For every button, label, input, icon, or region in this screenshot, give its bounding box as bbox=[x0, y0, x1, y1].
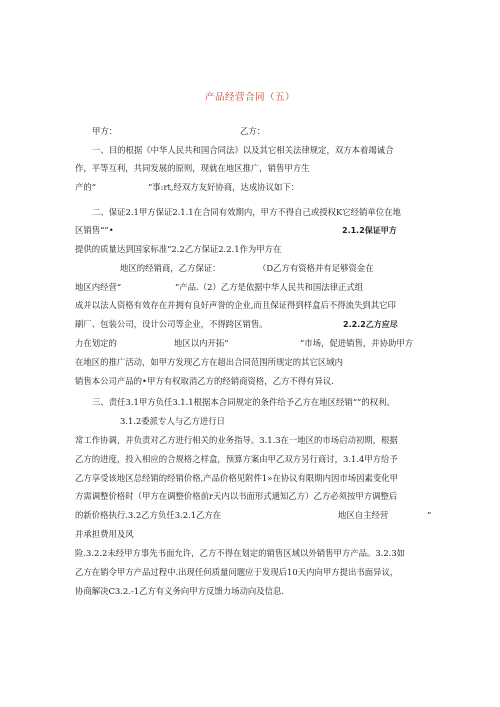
text-line: 常工作协调，并负责对乙方进行相关的业务指导。3.1.3在一地区的市场启动初期，根据 bbox=[75, 435, 398, 445]
text-line: 并承担费用及风 bbox=[75, 529, 134, 539]
text-line: 销售本公司产品的•甲方有权取消乙方的经销商资格，乙方不得有异议. bbox=[75, 376, 334, 386]
document-title: 产品经营合同（五） bbox=[204, 92, 295, 103]
text-line: 地区的经销商，乙方保证： bbox=[120, 263, 221, 273]
text-line: 提供的质量达到国家标准“2.2乙方保证2.2.1作为甲方在 bbox=[75, 244, 282, 254]
text-line: 在地区的推广活动，如甲方发现乙方在超出合同范围所规定的其它区域内 bbox=[75, 357, 343, 367]
text-line: 力在划定的 bbox=[75, 338, 117, 348]
text-line: 协商解决C3.2.-1乙方有义务向甲方反馈力场动向及信息. bbox=[75, 586, 285, 596]
text-line: 作，平等互利，共同发展的原则，现就在地区推广，销售甲方生 bbox=[75, 163, 310, 173]
text-line: 二、保证2.1甲方保证2.1.1在合同有效期内，甲方不得自己或授权K它经销单位在地 bbox=[92, 207, 401, 217]
text-line: 产的“ bbox=[75, 182, 97, 192]
text-line: 乙方享受该地区总经销的经销价格,产品价格见附件1»在协议有限期内因市场因素变化甲 bbox=[75, 473, 398, 483]
text-line: 2.2.2乙方应尽 bbox=[343, 320, 398, 329]
party-a-label: 甲方： bbox=[92, 126, 118, 136]
text-line: 险.3.2.2未经甲方事先书面允许，乙方不得在划定的销售区域以外销售甲方产品。3.2.3如 bbox=[75, 548, 406, 558]
text-line: 区销售“”• bbox=[75, 225, 114, 235]
text-line: 成并以法人资格有效存在并拥有良好声誉的企业,而且保证得到样盒后不得流失到其它印 bbox=[75, 300, 396, 310]
text-line: 三、责任3.1甲方负任3.1.1根据本合同规定的条件给予乙方在地区经销“”的权利。 bbox=[92, 397, 395, 407]
text-line: 地区以内开拓“ bbox=[174, 338, 229, 348]
text-line: 3.1.2委派专人与乙方进行日 bbox=[120, 416, 226, 426]
text-line: 2.1.2保证甲方 bbox=[342, 226, 397, 235]
text-line: ” bbox=[427, 510, 432, 520]
text-line: 一、目的根据《中华人民共和国合同法》以及其它相关法律规定，双方本着竭诚合 bbox=[92, 145, 394, 155]
text-line: 乙方的进度，投入相应的合规格之样盒，预算方案由甲乙双方另行商讨，3.1.4甲方给予 bbox=[75, 454, 398, 464]
text-line: 地区自主经营 bbox=[338, 510, 389, 520]
text-line: （D乙方有资格并有足够资金在 bbox=[258, 263, 374, 273]
text-line: 刷厂、包装公司，设计公司等企业，不得跨区销售。 bbox=[75, 319, 268, 329]
party-b-label: 乙方： bbox=[240, 126, 266, 136]
text-line: ”市场，促进销售，并协助甲方 bbox=[300, 338, 414, 348]
text-line: ”事:rt,经双方友好协商，达成协议如下： bbox=[148, 182, 300, 192]
text-line: ”产品.（2）乙方是依据中华人民共和国法律正式组 bbox=[175, 282, 364, 292]
text-line: 乙方在销令甲方产品过程中.出现任何质量问题应于发现后10天内向甲方提出书面异议， bbox=[75, 567, 399, 577]
text-line: 方需调整价格时（甲方在调整价格前r天内以书面形式通知乙方）乙方必须按甲方调整后 bbox=[75, 491, 398, 501]
text-line: 地区内经营“ bbox=[75, 282, 122, 292]
text-line: 的新价格执行.3.2乙方负任3.2.1乙方在 bbox=[75, 510, 222, 520]
